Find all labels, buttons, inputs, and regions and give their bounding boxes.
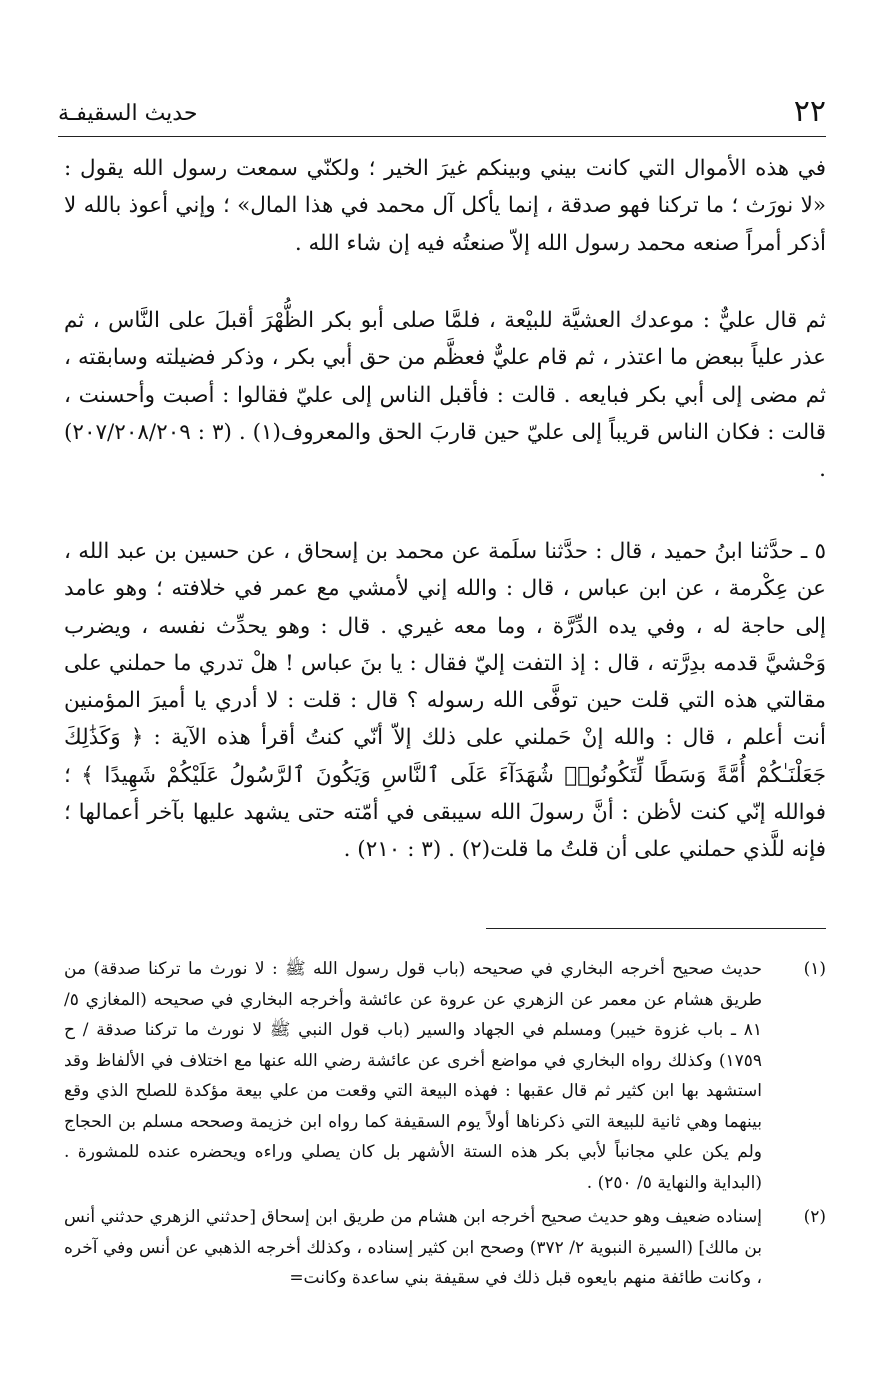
page-number: ٢٢ — [793, 94, 826, 129]
footnote-1-number: (١) — [803, 959, 826, 979]
paragraph-1-text: في هذه الأموال التي كانت بيني وبينكم غيرَ الخير ؛ ولكنّي سمعت رسول الله يقول : «لا نورَث ؛ ما تركنا فهو صدقة ، إنما يأكل آل محمد في هذا المال» ؛ وإني أعوذ بالله لا أذكر أمراً صنعه محمد رسول الله إلاّ صنعتُه فيه إن شاء الله . — [64, 156, 826, 256]
paragraph-3 — [64, 533, 826, 869]
footnote-1-text: حديث صحيح أخرجه البخاري في صحيحه (باب قول رسول الله ﷺ : لا نورث ما تركنا صدقة) من طريق هشام عن معمر عن الزهري عن عروة عن عائشة وأخرجه البخاري في صحيحه (المغازي ٥/ ٨١ ـ باب غزوة خيبر) ومسلم في الجهاد والسير (باب قول النبي ﷺ لا نورث ما تركنا صدقة / ح ١٧٥٩) وكذلك رواه البخاري في مواضع أخرى عن عائشة رضي الله عنها مع اختلاف في الألفاظ وقد استشهد بها ابن كثير ثم قال عقبها : فهذه البيعة التي وقعت من علي بيعة مؤكدة للصلح الذي وقع بينهما وهي ثانية للبيعة التي ذكرناها أولاً يوم السقيفة كما رواه ابن خزيمة وصححه مسلم بن الحجاج ولم يكن علي مجانباً لأبي بكر هذه الستة الأشهر بل كان يصلي وراءه ويحضره عنده للمشورة . (البداية والنهاية ٥/ ٢٥٠) . — [64, 959, 762, 1193]
footnote-2-text: إسناده ضعيف وهو حديث صحيح أخرجه ابن هشام من طريق ابن إسحاق [حدثني الزهري حدثني أنس بن مالك] (السيرة النبوية ٢/ ٣٧٢) وصحح ابن كثير إسناده ، وكذلك أخرجه الذهبي عن أنس وفي آخره ، وكانت طائفة منهم بايعوه قبل ذلك في سقيفة بني ساعدة وكانت= — [64, 1207, 762, 1288]
footnote-separator — [486, 928, 826, 929]
footnote-2-number: (٢) — [803, 1207, 826, 1227]
footnote-1 — [64, 954, 826, 1198]
header-rule — [58, 136, 826, 137]
paragraph-1 — [64, 150, 826, 262]
footnotes — [64, 954, 826, 1298]
paragraph-2 — [64, 302, 826, 488]
footnote-2 — [64, 1202, 826, 1294]
running-title: حديث السقيفـة — [58, 101, 198, 126]
paragraph-2-text: ثم قال عليٌّ : موعدك العشيَّة للبيْعة ، فلمَّا صلى أبو بكر الظُّهْرَ أقبلَ على النَّاس ، ثم عذر علياً ببعض ما اعتذر ، ثم قام عليٌّ فعظَّم من حق أبي بكر ، وذكر فضيلته وسابقته ، ثم مضى إلى أبي بكر فبايعه . قالت : فأقبل الناس إلى عليّ فقالوا : أصبت وأحسنت ، قالت : فكان الناس قريباً إلى عليّ حين قاربَ الحق والمعروف(١) . (٣ : ٢٠٧/٢٠٨/٢٠٩) . — [64, 308, 826, 483]
page-header — [58, 92, 826, 136]
paragraph-3-text: ٥ ـ حدَّثنا ابنُ حميد ، قال : حدَّثنا سلَمة عن محمد بن إسحاق ، عن حسين بن عبد الله ، عن عِكْرمة ، عن ابن عباس ، قال : والله إني لأمشي مع عمر في خلافته ؛ وهو عامد إلى حاجة له ، وفي يده الدِّرَّة ، وما معه غيري . قال : وهو يحدِّث نفسه ، ويضرب وَحْشيَّ قدمه بدِرَّته ، قال : إذ التفت إليّ فقال : يا بنَ عباس ! هلْ تدري ما حملني على مقالتي هذه التي قلت حين توفَّى الله رسوله ؟ قال : قلت : لا أدري يا أميرَ المؤمنين أنت أعلم ، قال : والله إنْ حَملني على ذلك إلاّ أنّي كنتُ أقرأ هذه الآية : ﴿ وَكَذَٰلِكَ جَعَلْنَـٰكُمْ أُمَّةً وَسَطًا لِّتَكُونُوا۟ شُهَدَآءَ عَلَى ٱلنَّاسِ وَيَكُونَ ٱلرَّسُولُ عَلَيْكُمْ شَهِيدًا ﴾ ؛ فوالله إنّي كنت لأظن : أنَّ رسولَ الله سيبقى في أمّته حتى يشهد عليها بآخر أعمالها ؛ فإنه للَّذي حملني على أن قلتُ ما قلت(٢) . (٣ : ٢١٠) . — [64, 539, 826, 863]
